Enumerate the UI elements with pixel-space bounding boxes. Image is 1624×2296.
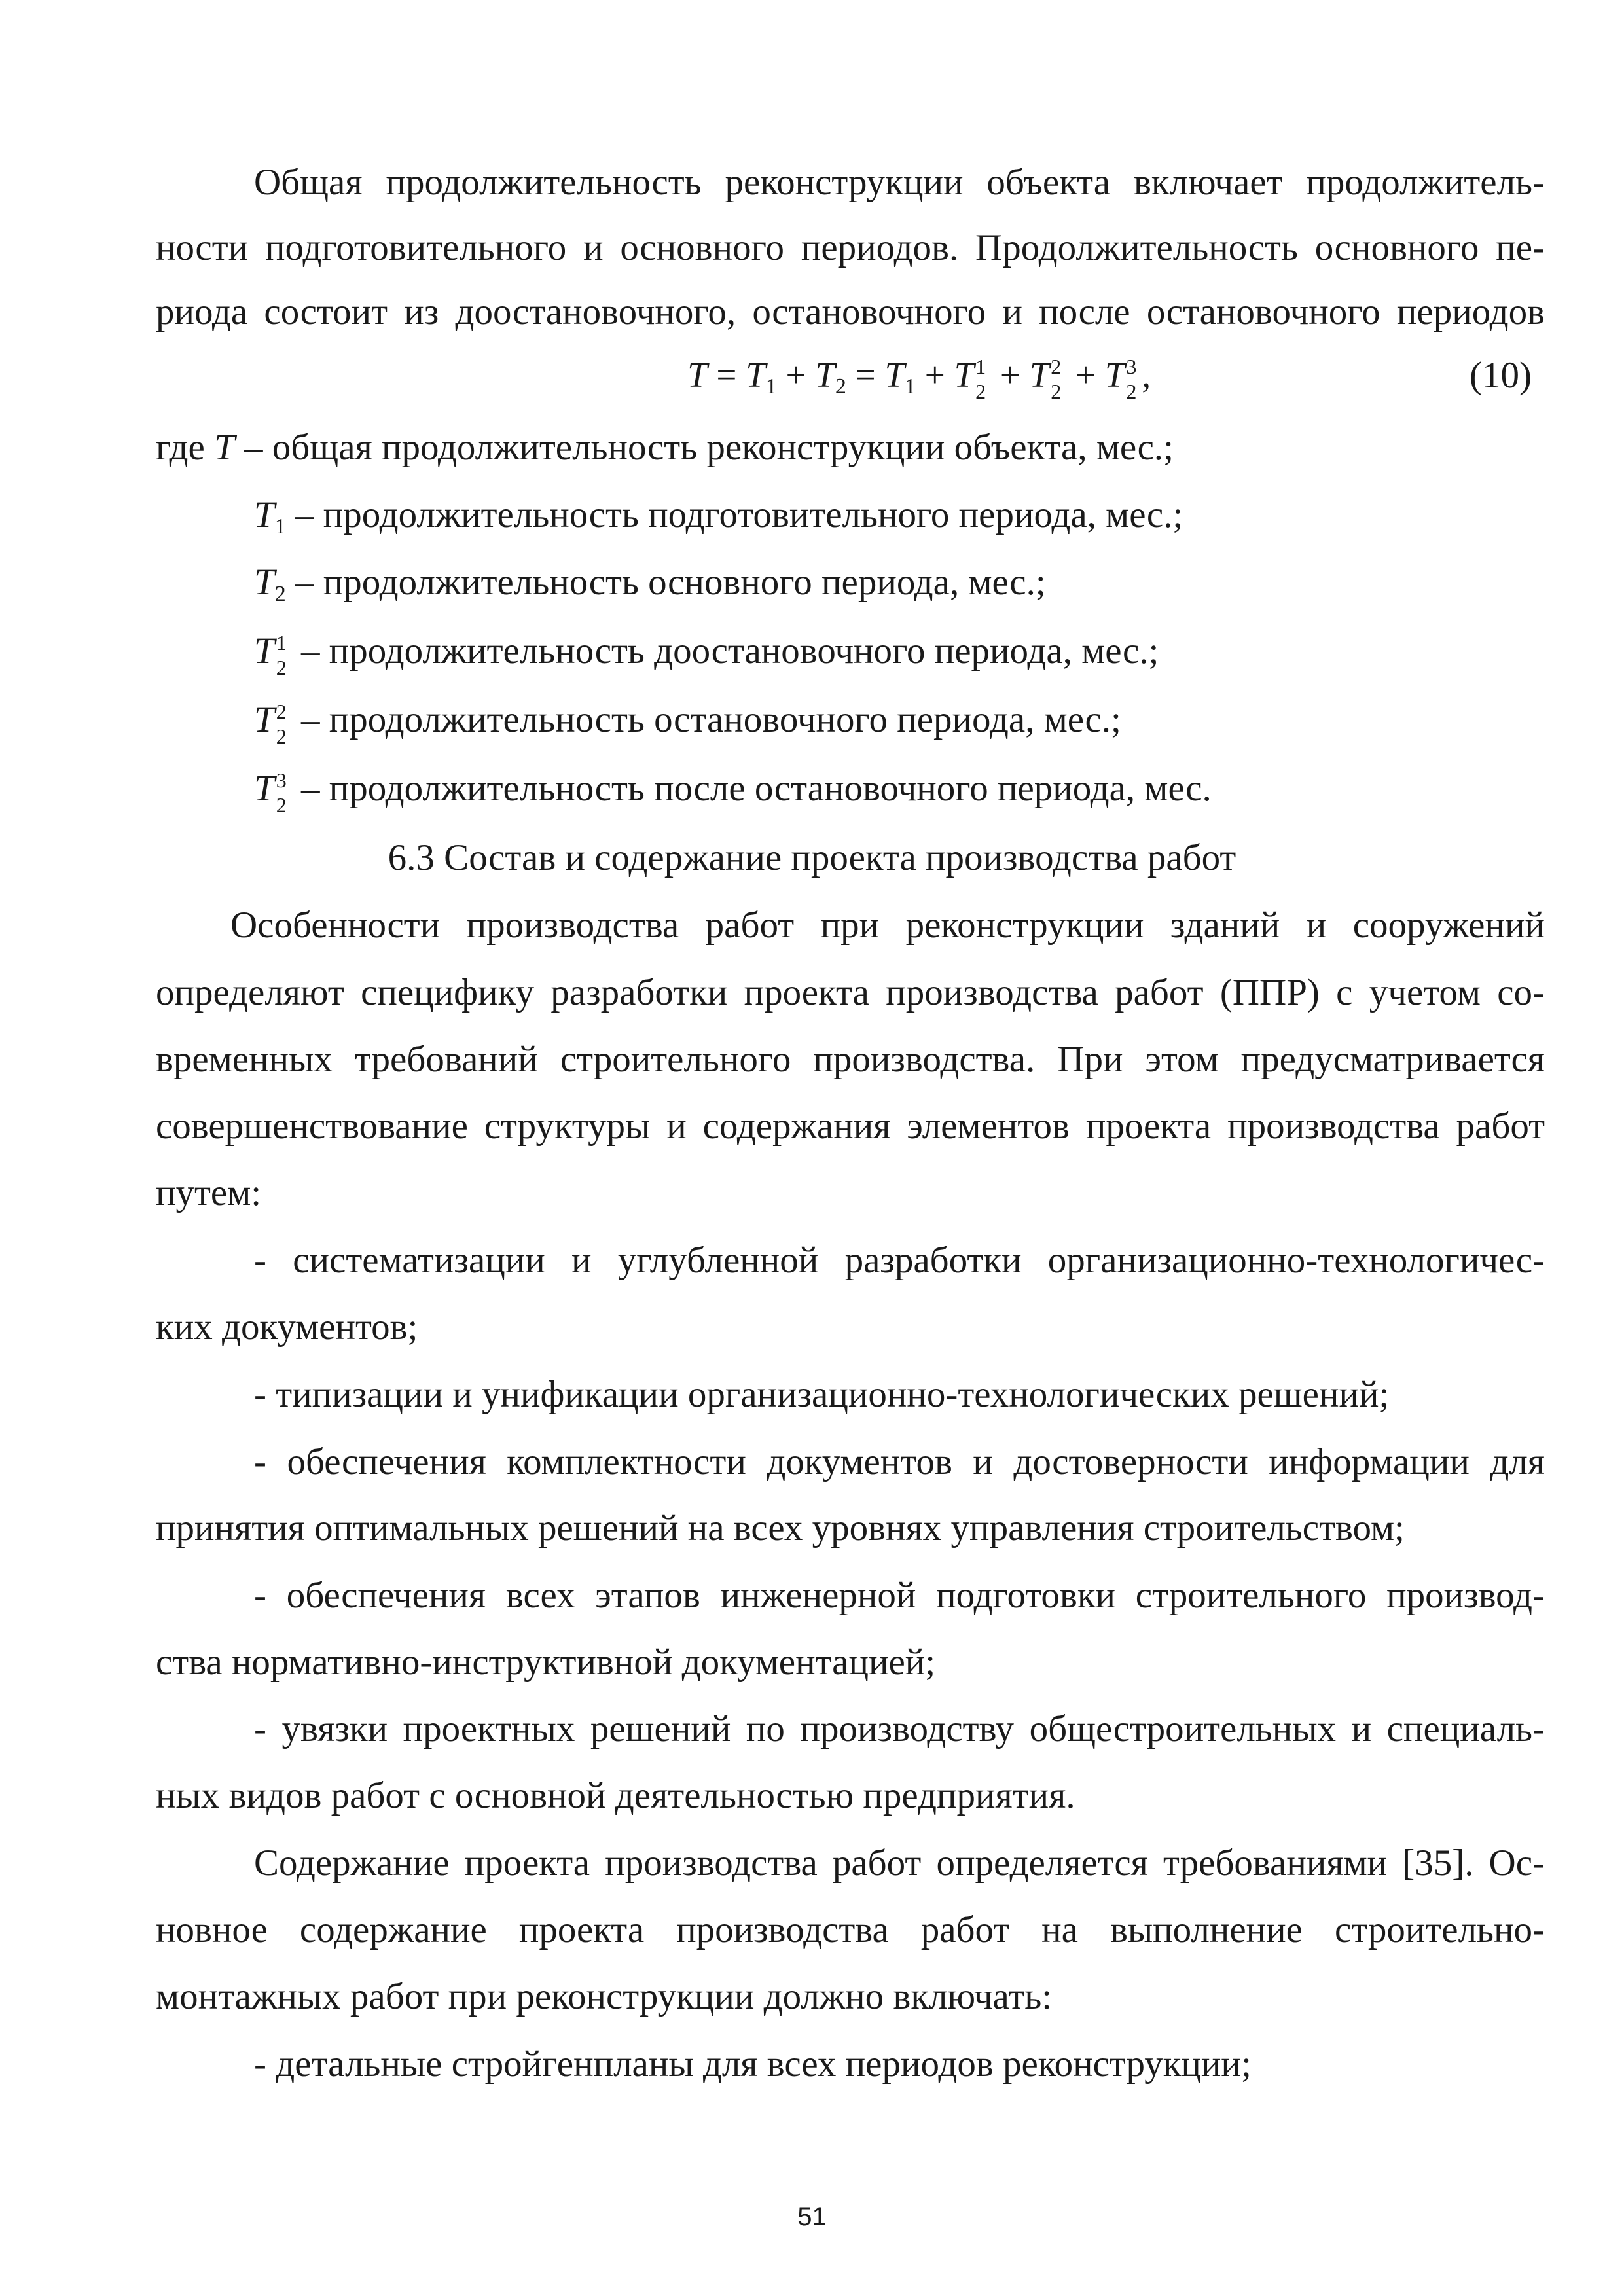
paragraph-1-line-3: риода состоит из доостановочного, остановочного и после остановочного периодов <box>156 291 1545 332</box>
bullet-4-line-2: ства нормативно-инструктивной документацией; <box>156 1641 936 1683</box>
definition-T2: $T_2$ – продолжительность основного периода, мес.; <box>254 562 1046 606</box>
formula-10: $T = T_1 + T_2 = T_1 + T$ 1 2 + T 2 2 + T 3 2 , <box>687 355 1151 403</box>
section-paragraph-2-line-3: монтажных работ при реконструкции должно включать: <box>156 1976 1053 2017</box>
bullet-3-line-2: принятия оптимальных решений на всех уровнях управления строительством; <box>156 1507 1405 1549</box>
definition-T: где T – общая продолжительность реконструкции объекта, мес.; <box>156 427 1174 468</box>
bullet-6-line-1: - детальные стройгенпланы для всех периодов реконструкции; <box>254 2043 1252 2085</box>
bullet-1-line-1: - систематизации и углубленной разработки организационно-технологичес- <box>254 1240 1545 1281</box>
section-paragraph-1-line-2: определяют специфику разработки проекта производства работ (ППР) с учетом со- <box>156 972 1545 1013</box>
bullet-5-line-2: ных видов работ с основной деятельностью предприятия. <box>156 1775 1075 1816</box>
bullet-5-line-1: - увязки проектных решений по производству общестроительных и специаль- <box>254 1708 1545 1749</box>
paragraph-1-line-1: Общая продолжительность реконструкции объекта включает продолжитель- <box>254 162 1545 203</box>
definition-T2-2: T 2 2 – продолжительность остановочного периода, мес.; <box>254 699 1121 748</box>
bullet-4-line-1: - обеспечения всех этапов инженерной подготовки строительного производ- <box>254 1575 1545 1616</box>
bullet-3-line-1: - обеспечения комплектности документов и достоверности информации для <box>254 1441 1545 1482</box>
section-paragraph-2-line-1: Содержание проекта производства работ определяется требованиями [35]. Ос- <box>254 1842 1545 1884</box>
definition-T2-1: T 1 2 – продолжительность доостановочного периода, мес.; <box>254 630 1159 679</box>
bullet-2-line-1: - типизации и унификации организационно-технологических решений; <box>254 1374 1390 1415</box>
definition-T2-3: T 3 2 – продолжительность после остановочного периода, мес. <box>254 768 1212 817</box>
section-heading: 6.3 Состав и содержание проекта производства работ <box>388 837 1236 878</box>
section-paragraph-1-line-4: совершенствование структуры и содержания элементов проекта производства работ <box>156 1105 1545 1147</box>
section-paragraph-1-line-3: временных требований строительного производства. При этом предусматривается <box>156 1039 1545 1080</box>
equation-number: (10) <box>1470 355 1532 396</box>
section-paragraph-2-line-2: новное содержание проекта производства работ на выполнение строительно- <box>156 1909 1545 1950</box>
bullet-1-line-2: ких документов; <box>156 1306 418 1348</box>
section-paragraph-1-line-1: Особенности производства работ при реконструкции зданий и сооружений <box>230 905 1545 946</box>
section-paragraph-1-line-5: путем: <box>156 1172 262 1213</box>
paragraph-1-line-2: ности подготовительного и основного периодов. Продолжительность основного пе- <box>156 227 1545 268</box>
definition-T1: $T_1$ – продолжительность подготовительного периода, мес.; <box>254 494 1183 539</box>
page-number: 51 <box>797 2202 827 2231</box>
